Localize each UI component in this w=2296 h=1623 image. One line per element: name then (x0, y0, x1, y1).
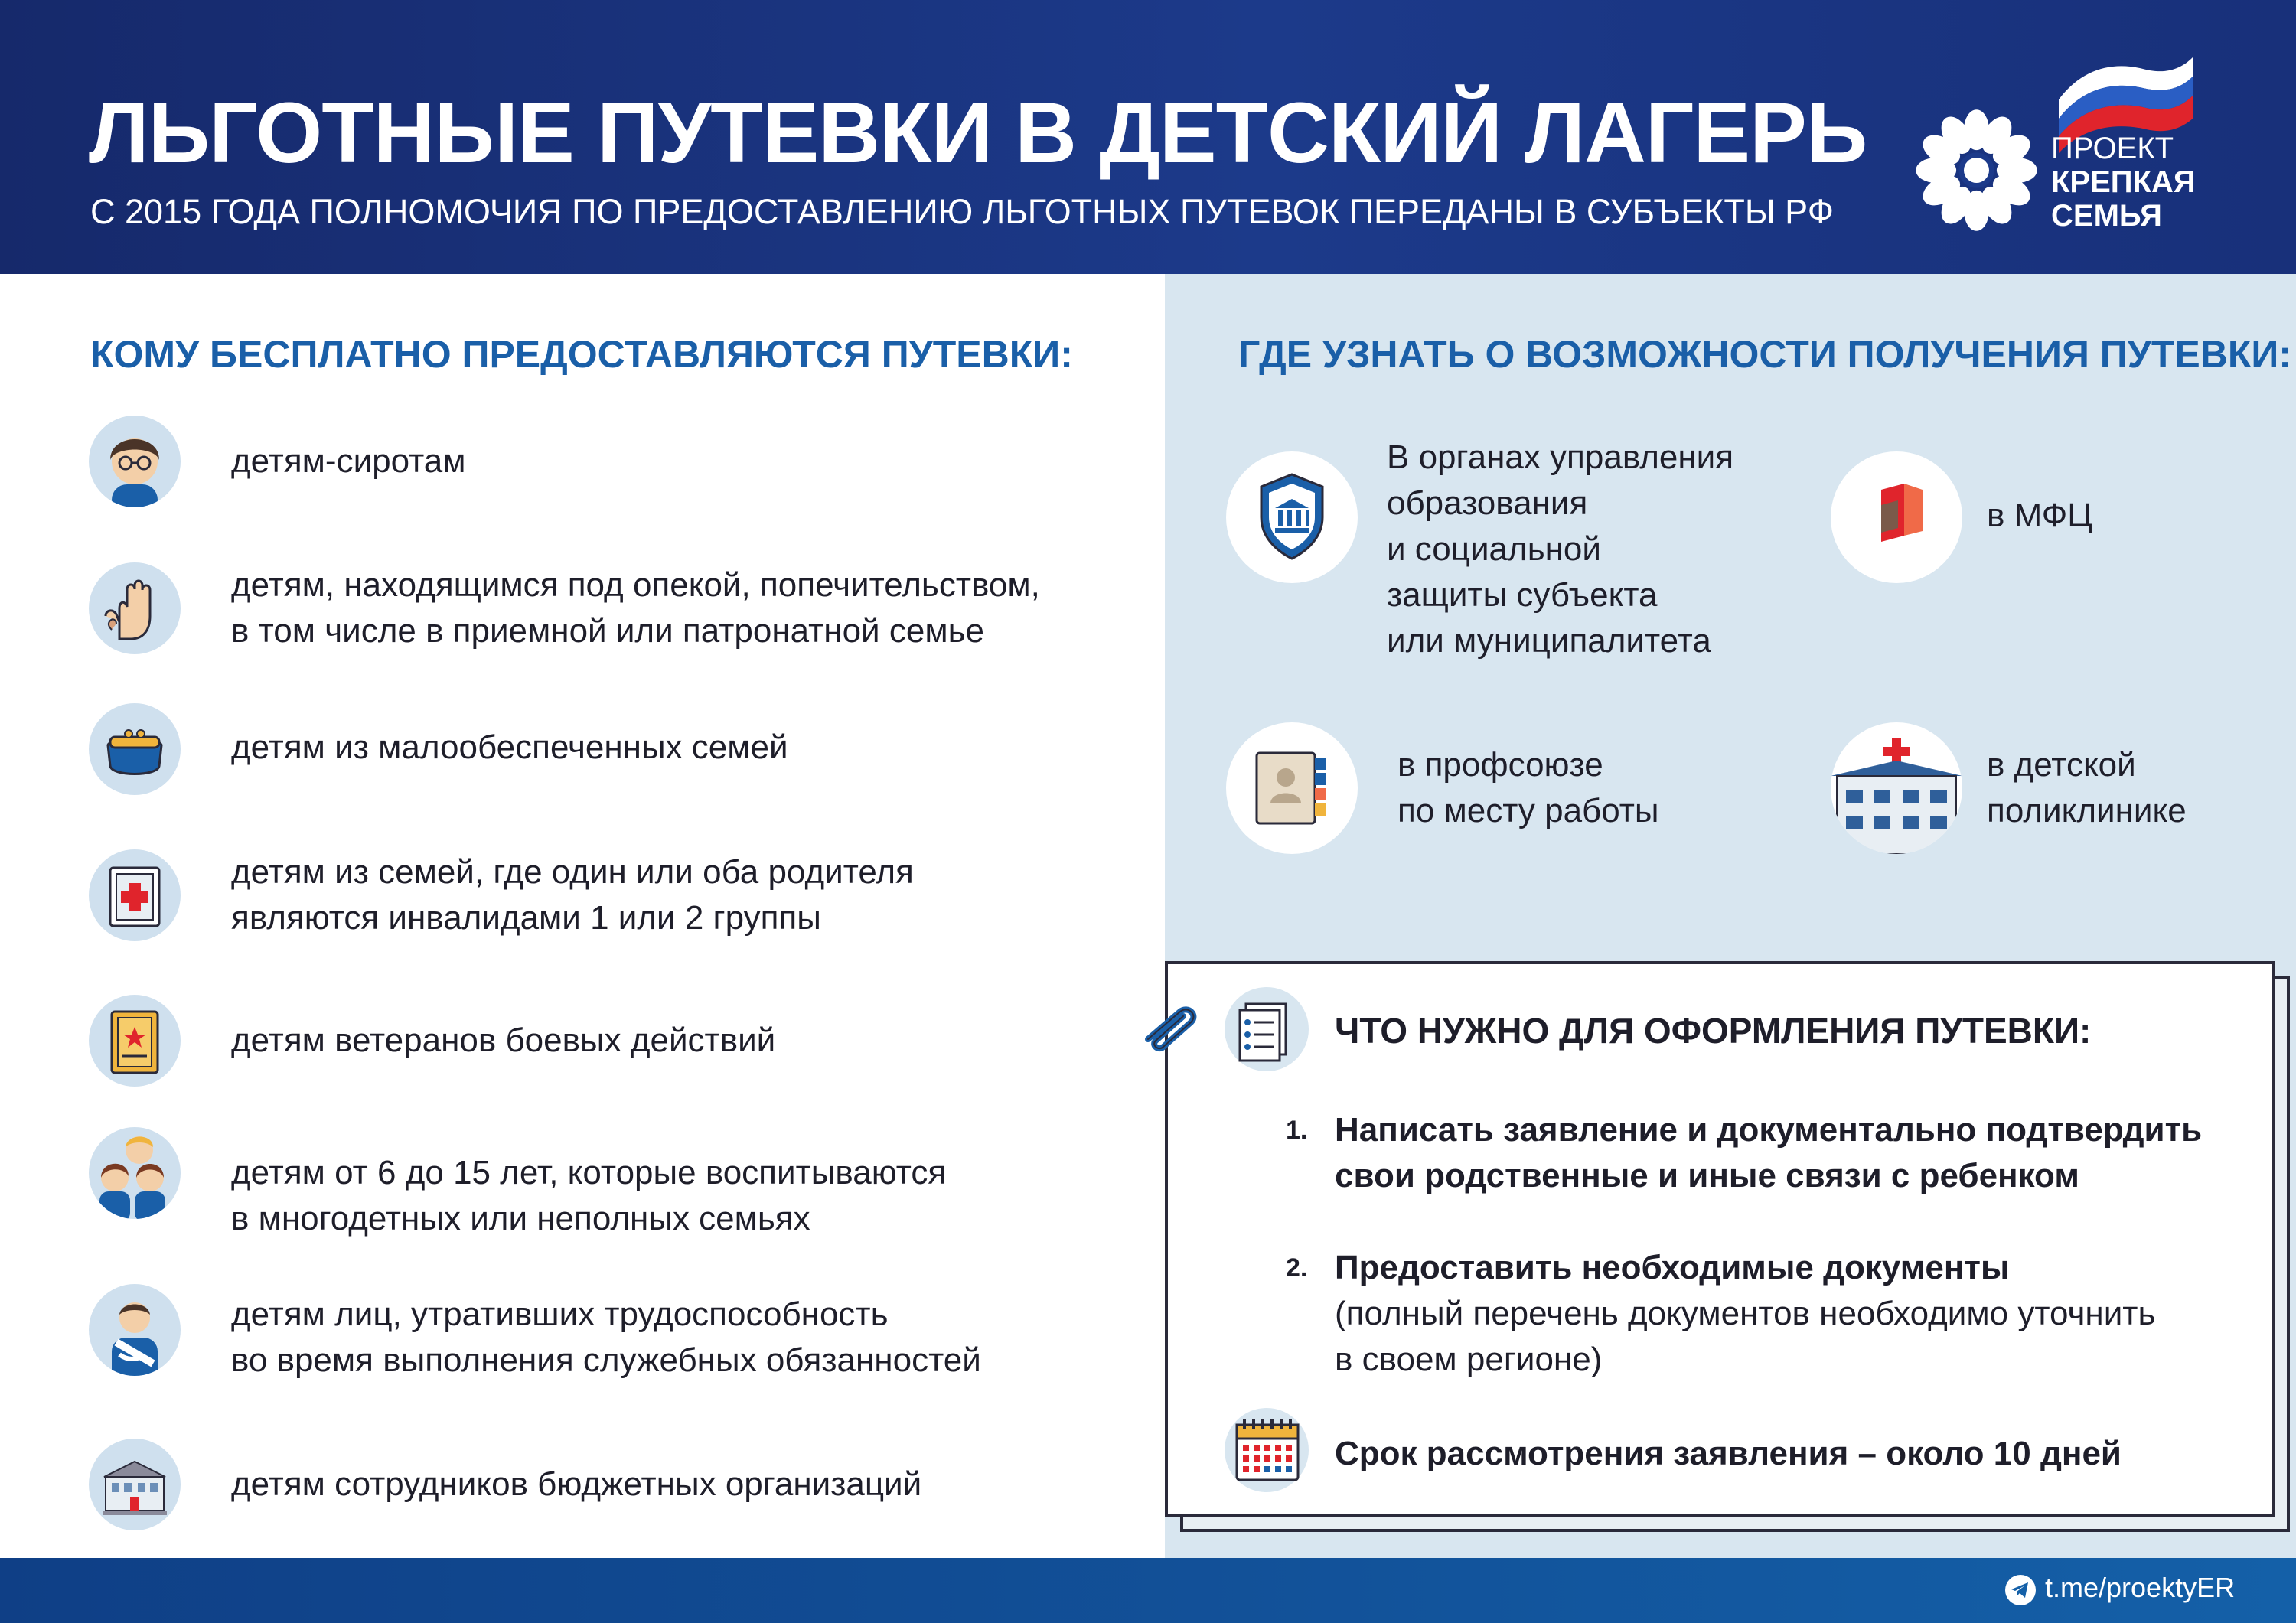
benefit-text-line: детям сотрудников бюджетных организаций (231, 1465, 922, 1503)
telegram-link[interactable]: t.me/proektyER (2045, 1572, 2236, 1603)
public-building-icon (89, 1439, 181, 1530)
who-gets-title: КОМУ БЕСПЛАТНО ПРЕДОСТАВЛЯЮТСЯ ПУТЕВКИ: (90, 333, 1073, 376)
place-text-line: В органах управления (1387, 438, 1734, 476)
where-to-learn-title: ГДЕ УЗНАТЬ О ВОЗМОЖНОСТИ ПОЛУЧЕНИЯ ПУТЕВКИ: (1238, 333, 2291, 376)
footer-bar (0, 1558, 2296, 1623)
purse-icon (89, 703, 181, 795)
calendar-icon (1225, 1408, 1309, 1492)
place-text-line: и социальной (1387, 530, 1601, 568)
government-shield-icon (1226, 451, 1358, 583)
injured-person-icon (89, 1284, 181, 1376)
place-text-line: по месту работы (1397, 792, 1659, 829)
step-text-line: (полный перечень документов необходимо уточнить (1335, 1295, 2156, 1332)
place-text-line: защиты субъекта (1387, 576, 1658, 614)
step-1-text (1335, 1107, 2202, 1199)
place-text-line: в МФЦ (1987, 497, 2092, 534)
logo-line-project: ПРОЕКТ (2051, 132, 2174, 165)
logo-text (2051, 132, 2196, 233)
trade-union-card-icon (1226, 722, 1358, 854)
benefit-text-line: детям-сиротам (231, 442, 466, 480)
step-text-line: Написать заявление и документально подтвердить (1335, 1111, 2203, 1149)
logo-line-family: СЕМЬЯ (2051, 199, 2162, 233)
benefit-text-line: в многодетных или неполных семьях (231, 1200, 810, 1237)
benefit-text-line: детям лиц, утративших трудоспособность (231, 1295, 889, 1333)
place-text-line: поликлинике (1987, 792, 2187, 829)
place-text-line: или муниципалитета (1387, 622, 1711, 660)
step-text-line: в своем регионе) (1335, 1341, 1603, 1378)
benefit-text-line: детям, находящимся под опекой, попечительством, (231, 566, 1040, 604)
flower-logo-icon (1913, 107, 2040, 233)
benefit-text-line: детям из малообеспеченных семей (231, 728, 788, 766)
step-2-number: 2. (1286, 1253, 1308, 1282)
mfc-logo-icon (1831, 451, 1962, 583)
place-text-line: в профсоюзе (1397, 746, 1603, 784)
medical-cross-icon (89, 849, 181, 941)
logo-line-strong: КРЕПКАЯ (2051, 165, 2196, 199)
page-title: ЛЬГОТНЫЕ ПУТЕВКИ В ДЕТСКИЙ ЛАГЕРЬ (89, 85, 1867, 181)
benefit-text-line: являются инвалидами 1 или 2 группы (231, 899, 821, 937)
caring-hand-icon (89, 562, 181, 654)
clinic-building-icon (1831, 722, 1962, 854)
step-2-text (1335, 1291, 2155, 1383)
page-subtitle: С 2015 ГОДА ПОЛНОМОЧИЯ ПО ПРЕДОСТАВЛЕНИЮ ЛЬГОТНЫХ ПУТЕВОК ПЕРЕДАНЫ В СУБЪЕКТЫ РФ (90, 192, 1834, 231)
telegram-icon (2004, 1573, 2037, 1607)
paperclip-icon (1133, 995, 1217, 1056)
benefit-text-line: в том числе в приемной или патронатной семье (231, 612, 984, 650)
family-children-icon (89, 1127, 181, 1219)
step-1-number: 1. (1286, 1116, 1308, 1145)
benefit-text-line: во время выполнения служебных обязанностей (231, 1341, 981, 1379)
step-2-title: Предоставить необходимые документы (1335, 1249, 2010, 1286)
orphan-child-icon (89, 416, 181, 507)
requirements-title: ЧТО НУЖНО ДЛЯ ОФОРМЛЕНИЯ ПУТЕВКИ: (1335, 1011, 2092, 1051)
veteran-certificate-icon (89, 995, 181, 1087)
place-text-line: образования (1387, 484, 1588, 522)
step-text-line: свои родственные и иные связи с ребенком (1335, 1157, 2079, 1194)
documents-checklist-icon (1225, 987, 1309, 1071)
benefit-text-line: детям из семей, где один или оба родителя (231, 853, 914, 891)
review-deadline: Срок рассмотрения заявления – около 10 дней (1335, 1435, 2122, 1472)
benefit-text-line: детям ветеранов боевых действий (231, 1022, 776, 1059)
project-logo (1913, 46, 2197, 237)
place-text-line: в детской (1987, 746, 2136, 784)
benefit-text-line: детям от 6 до 15 лет, которые воспитываются (231, 1154, 947, 1191)
